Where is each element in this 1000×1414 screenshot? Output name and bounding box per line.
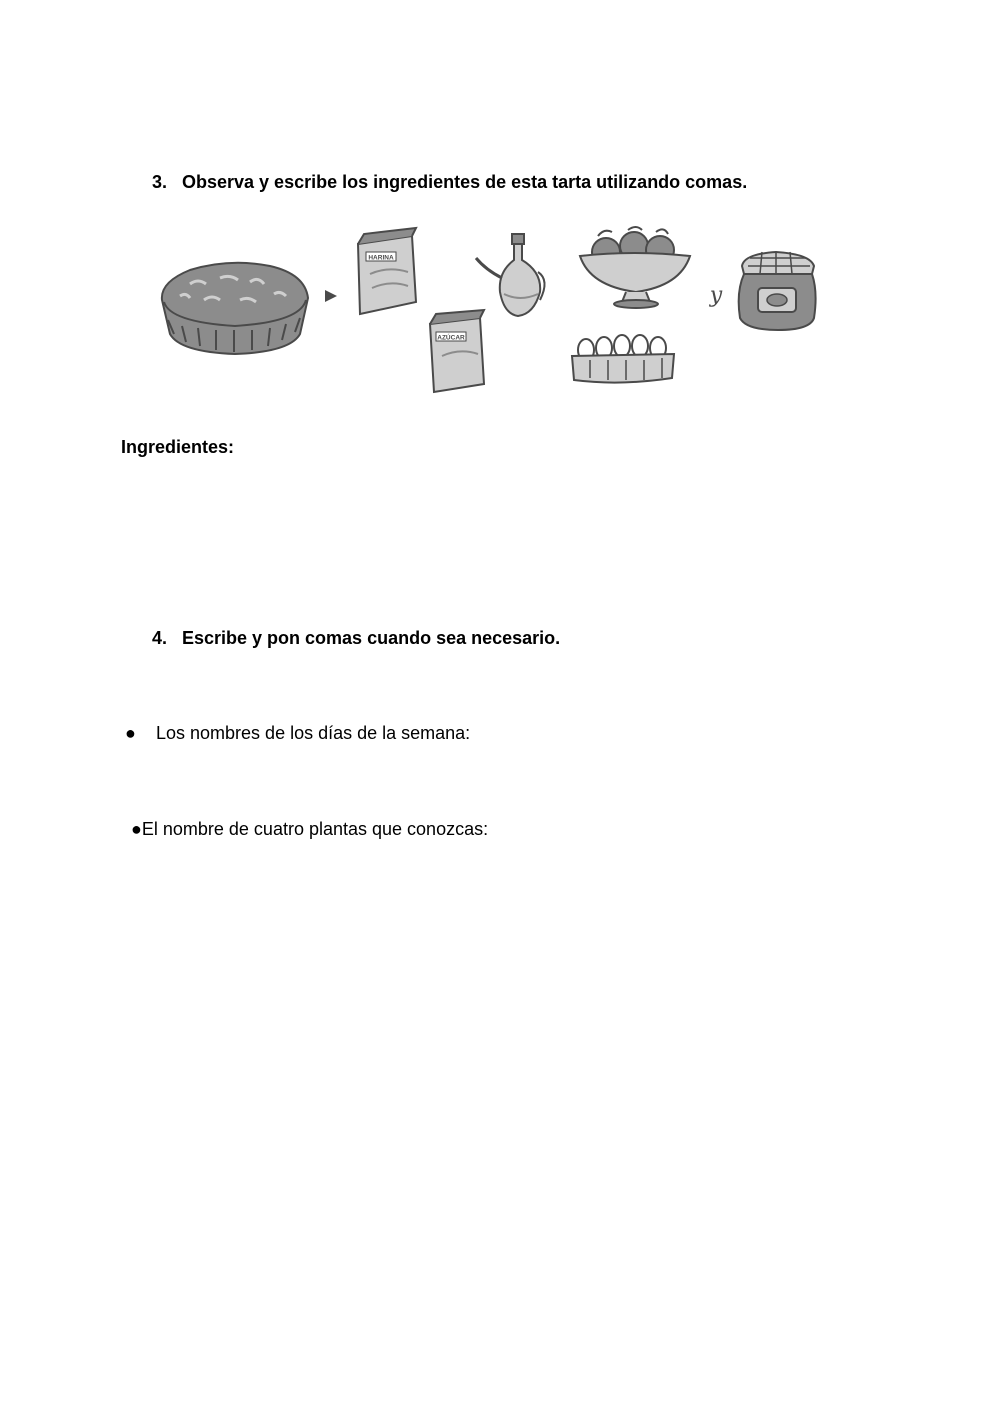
fruit-bowl-illustration (580, 227, 690, 308)
list-item-four-plants (131, 818, 488, 840)
sugar-bag-label: AZÚCAR (437, 334, 465, 342)
jam-jar-illustration (739, 252, 816, 330)
tart-illustration (162, 263, 308, 354)
oil-cruet-illustration (476, 234, 545, 316)
flour-bag-illustration (358, 228, 416, 314)
exercise-4-instruction: Escribe y pon comas cuando sea necesario. (182, 628, 561, 648)
exercise-3-heading (152, 171, 747, 193)
bullet-icon: ● (131, 819, 142, 839)
arrow-icon (325, 290, 337, 302)
bullet-icon: ● (125, 723, 136, 743)
exercise-3-instruction: Observa y escribe los ingredientes de esta tarta utilizando comas. (182, 172, 748, 192)
list-item-days-of-week (125, 722, 470, 744)
flour-bag-label: HARINA (368, 254, 394, 262)
connector-y-text: y (709, 283, 723, 308)
list-item-text: Los nombres de los días de la semana: (156, 723, 471, 743)
tart-ingredients-illustration (150, 222, 830, 408)
exercise-3-number: 3. (152, 172, 168, 192)
exercise-4-number: 4. (152, 628, 168, 648)
egg-carton-illustration (572, 335, 674, 383)
exercise-4-heading (152, 627, 560, 649)
ingredients-label: Ingredientes: (121, 437, 235, 457)
sugar-bag-illustration (430, 310, 484, 392)
list-item-text: El nombre de cuatro plantas que conozcas: (141, 819, 489, 839)
